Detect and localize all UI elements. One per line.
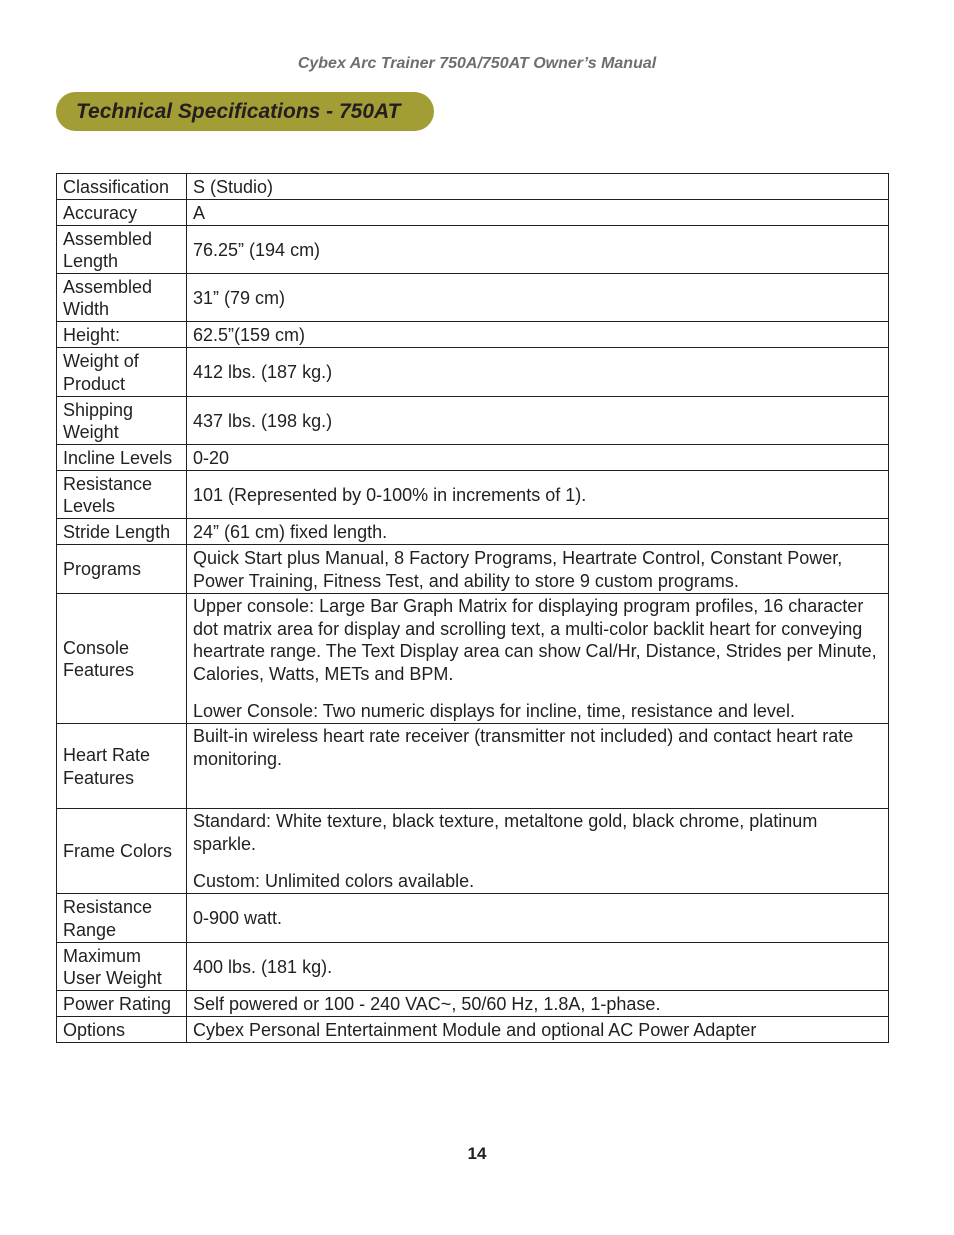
spec-label: Height: — [57, 322, 187, 348]
table-row — [57, 545, 889, 594]
table-row — [57, 519, 889, 545]
spec-paragraph: Lower Console: Two numeric displays for incline, time, resistance and level. — [193, 701, 795, 722]
table-row — [57, 274, 889, 322]
spec-value: 31” (79 cm) — [187, 274, 889, 322]
table-row — [57, 471, 889, 519]
section-title: Technical Specifications - 750AT — [56, 92, 434, 131]
table-row — [57, 991, 889, 1017]
spec-value: Built-in wireless heart rate receiver (transmitter not included) and contact heart rate monitoring. — [187, 724, 889, 809]
spec-paragraph: Upper console: Large Bar Graph Matrix for displaying program profiles, 16 character dot matrix area for display and scrolling text, a multi-color backlit heart for conveying heartrate range. The Text Display area can show Cal/Hr, Distance, Strides per Minute, Calories, Watts, METs and BPM. — [193, 596, 877, 684]
spec-value: Cybex Personal Entertainment Module and optional AC Power Adapter — [187, 1017, 889, 1043]
spec-value: 76.25” (194 cm) — [187, 226, 889, 274]
spec-label: Console Features — [57, 594, 187, 724]
table-row — [57, 1017, 889, 1043]
table-row — [57, 943, 889, 991]
spec-label: Classification — [57, 174, 187, 200]
spec-label: Weight of Product — [57, 348, 187, 397]
spec-value — [187, 594, 889, 724]
spec-value: 412 lbs. (187 kg.) — [187, 348, 889, 397]
spec-label: Shipping Weight — [57, 397, 187, 445]
table-row — [57, 322, 889, 348]
spec-value: A — [187, 200, 889, 226]
page-number: 14 — [467, 1144, 487, 1163]
spec-label: Frame Colors — [57, 809, 187, 894]
table-row — [57, 174, 889, 200]
spec-label: Resistance Levels — [57, 471, 187, 519]
spec-value: S (Studio) — [187, 174, 889, 200]
spec-value: 0-20 — [187, 445, 889, 471]
table-row — [57, 724, 889, 809]
spec-label: Options — [57, 1017, 187, 1043]
spec-label: Assembled Length — [57, 226, 187, 274]
table-row — [57, 348, 889, 397]
table-row — [57, 445, 889, 471]
spec-label: Power Rating — [57, 991, 187, 1017]
table-row — [57, 226, 889, 274]
spec-value: 101 (Represented by 0-100% in increments of 1). — [187, 471, 889, 519]
table-row — [57, 894, 889, 943]
spec-value: 24” (61 cm) fixed length. — [187, 519, 889, 545]
spec-label: Heart Rate Features — [57, 724, 187, 809]
spec-value: Self powered or 100 - 240 VAC~, 50/60 Hz, 1.8A, 1-phase. — [187, 991, 889, 1017]
spec-paragraph: Custom: Unlimited colors available. — [193, 871, 475, 892]
spec-value: 62.5”(159 cm) — [187, 322, 889, 348]
spec-label: Maximum User Weight — [57, 943, 187, 991]
spec-value: 0-900 watt. — [187, 894, 889, 943]
spec-label: Accuracy — [57, 200, 187, 226]
spec-label: Assembled Width — [57, 274, 187, 322]
table-row — [57, 397, 889, 445]
spec-label: Resistance Range — [57, 894, 187, 943]
spec-value: 400 lbs. (181 kg). — [187, 943, 889, 991]
spec-label: Incline Levels — [57, 445, 187, 471]
table-row — [57, 594, 889, 724]
spec-label: Programs — [57, 545, 187, 594]
spec-value: 437 lbs. (198 kg.) — [187, 397, 889, 445]
table-row — [57, 809, 889, 894]
table-row — [57, 200, 889, 226]
spec-label: Stride Length — [57, 519, 187, 545]
spec-value: Quick Start plus Manual, 8 Factory Programs, Heartrate Control, Constant Power, Power Training, Fitness Test, and ability to store 9 custom programs. — [187, 545, 889, 594]
spec-table — [56, 173, 889, 1043]
spec-paragraph: Standard: White texture, black texture, metaltone gold, black chrome, platinum sparkle. — [193, 811, 818, 854]
spec-value — [187, 809, 889, 894]
running-header: Cybex Arc Trainer 750A/750AT Owner’s Manual — [297, 55, 657, 72]
